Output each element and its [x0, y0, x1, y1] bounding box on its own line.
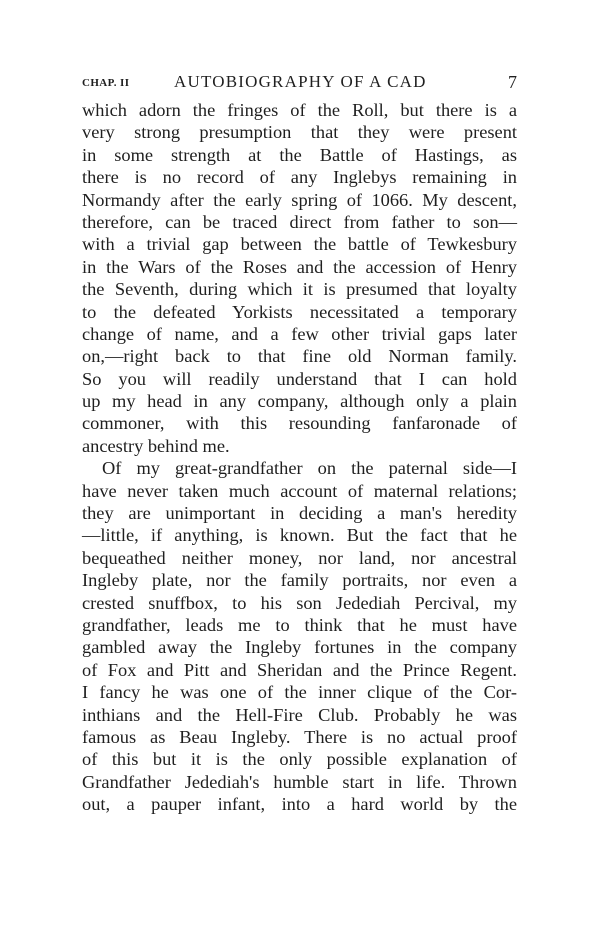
text-line: inthians and the Hell-Fire Club. Probably he was — [82, 704, 517, 725]
text-line: have never taken much account of maternal relations; — [82, 480, 517, 501]
text-line: very strong presumption that they were present — [82, 122, 517, 143]
text-line: commoner, with this resounding fanfaronade of — [82, 413, 517, 434]
text-line: So you will readily understand that I can hold — [82, 368, 517, 389]
text-line: in the Wars of the Roses and the accession of Henry — [82, 256, 517, 277]
text-line: they are unimportant in deciding a man's heredity — [82, 503, 517, 524]
paragraph — [82, 99, 517, 457]
text-line: Grandfather Jedediah's humble start in life. Thrown — [82, 771, 517, 792]
text-line: of Fox and Pitt and Sheridan and the Prince Regent. — [82, 659, 517, 680]
text-line: —little, if anything, is known. But the fact that he — [82, 525, 517, 546]
text-line: grandfather, leads me to think that he must have — [82, 614, 517, 635]
text-line: up my head in any company, although only a plain — [82, 391, 517, 412]
text-line: Ingleby plate, nor the family portraits, nor even a — [82, 570, 517, 591]
running-head — [82, 72, 517, 94]
text-line: with a trivial gap between the battle of Tewkesbury — [82, 234, 517, 255]
text-line: crested snuffbox, to his son Jedediah Percival, my — [82, 592, 517, 613]
text-line: bequeathed neither money, nor land, nor ancestral — [82, 547, 517, 568]
text-line: Of my great-grandfather on the paternal side—I — [102, 458, 517, 479]
text-line: which adorn the fringes of the Roll, but there is a — [82, 100, 517, 120]
paragraph — [82, 457, 517, 815]
chapter-label: CHAP. II — [82, 77, 130, 89]
text-line: Normandy after the early spring of 1066. My descent, — [82, 189, 517, 210]
text-line: out, a pauper infant, into a hard world by the — [82, 794, 517, 815]
text-line: ancestry behind me. — [82, 435, 230, 456]
text-line: on,—right back to that fine old Norman family. — [82, 346, 517, 367]
text-line: to the defeated Yorkists necessitated a temporary — [82, 301, 517, 322]
text-line: gambled away the Ingleby fortunes in the company — [82, 637, 517, 658]
text-line: of this but it is the only possible explanation of — [82, 749, 517, 770]
text-line: change of name, and a few other trivial gaps later — [82, 323, 517, 344]
text-line: therefore, can be traced direct from father to son— — [82, 211, 517, 232]
text-line: famous as Beau Ingleby. There is no actual proof — [82, 726, 517, 747]
page-number: 7 — [508, 72, 517, 92]
body-text — [82, 99, 517, 816]
text-line: there is no record of any Inglebys remaining in — [82, 167, 517, 188]
text-line: in some strength at the Battle of Hastings, as — [82, 144, 517, 165]
running-head-title: AUTOBIOGRAPHY OF A CAD — [174, 72, 427, 91]
text-line: I fancy he was one of the inner clique of the Cor- — [82, 682, 517, 703]
text-line: the Seventh, during which it is presumed that loyalty — [82, 279, 517, 300]
